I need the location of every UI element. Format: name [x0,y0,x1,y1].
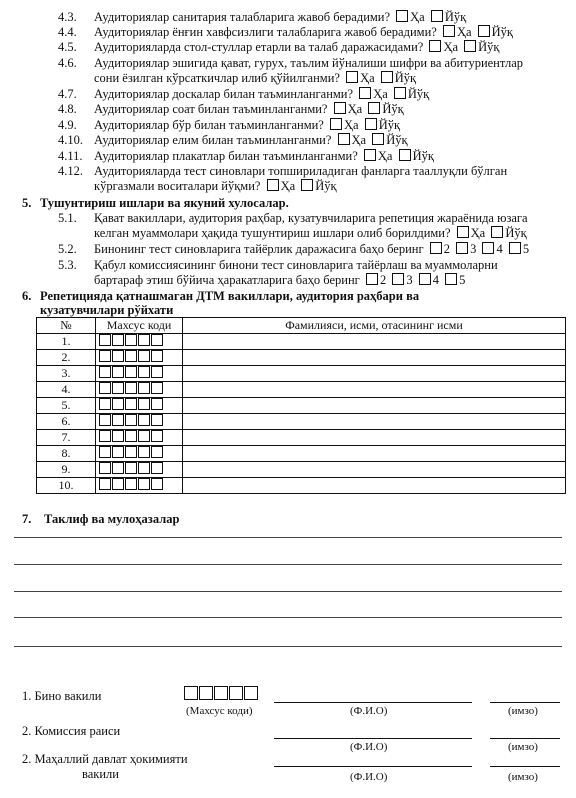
yes-checkbox[interactable] [330,118,342,130]
yes-checkbox[interactable] [359,87,371,99]
row-code-boxes[interactable] [96,350,183,366]
sign-local-gov-label-cont: вакили [82,767,119,781]
row-number: 10. [37,478,96,494]
fio-caption: (Ф.И.О) [350,705,388,717]
row-code-boxes[interactable] [96,366,183,382]
signature-line[interactable] [490,702,560,703]
grade-checkbox[interactable] [419,273,431,285]
grade-checkbox[interactable] [430,242,442,254]
table-row [37,366,566,382]
yes-checkbox[interactable] [338,133,350,145]
no-checkbox[interactable] [381,71,393,83]
item-5-1: 5.1. Қават вакиллари, аудитория раҳбар, кузатувчиларига репетиция жараёнида юзага [58,211,528,225]
no-checkbox[interactable] [491,226,503,238]
row-fullname[interactable] [183,430,566,446]
comment-line[interactable] [14,564,562,565]
row-fullname[interactable] [183,382,566,398]
signature-caption: (имзо) [508,771,538,783]
row-fullname[interactable] [183,462,566,478]
fio-caption: (Ф.И.О) [350,741,388,753]
item-5-1-cont: келган муаммолари ҳақида тушунтириш ишлари олиб борилдими? Ҳа Йўқ [94,226,527,240]
section-6-title: 6. Репетицияда қатнашмаган ДТМ вакиллари, аудитория раҳбари ва [22,289,420,303]
no-checkbox[interactable] [372,133,384,145]
row-fullname[interactable] [183,446,566,462]
row-number: 3. [37,366,96,382]
row-number: 4. [37,382,96,398]
row-fullname[interactable] [183,478,566,494]
sign-code-boxes[interactable] [184,686,259,703]
no-checkbox[interactable] [301,179,313,191]
item-4-8: 4.8. Аудиториялар соат билан таъминланганми? Ҳа Йўқ [58,102,404,116]
fio-line[interactable] [274,738,472,739]
row-number: 1. [37,334,96,350]
item-4-6: 4.6. Аудиториялар эшигида қават, гурух, таълим йўналиши шифри ва абитуриентлар [58,56,524,70]
grade-checkbox[interactable] [509,242,521,254]
table-row [37,382,566,398]
header-code: Махсус коди [96,318,183,334]
sign-local-gov-label: 2. Маҳаллий давлат ҳокимияти [22,752,188,766]
comment-line[interactable] [14,537,562,538]
comment-line[interactable] [14,617,562,618]
item-5-3: 5.3. Қабул комиссиясининг бинони тест синовларига тайёрлаш ва муаммоларни [58,258,498,272]
table-row [37,398,566,414]
item-4-12-cont: кўргазмали воситалари йўқми? Ҳа Йўқ [94,179,337,193]
section-5-title: 5. Тушунтириш ишлари ва якуний хулосалар. [22,196,289,210]
row-fullname[interactable] [183,334,566,350]
item-4-5: 4.5. Аудиторияларда стол-стуллар етарли ва талаб даражасидами? Ҳа Йўқ [58,40,500,54]
item-4-6-cont: сони ёзилган кўрсаткичлар илиб қўйилганми? Ҳа Йўқ [94,71,417,85]
row-fullname[interactable] [183,350,566,366]
no-checkbox[interactable] [394,87,406,99]
row-code-boxes[interactable] [96,398,183,414]
fio-line[interactable] [274,766,472,767]
row-fullname[interactable] [183,366,566,382]
signature-caption: (имзо) [508,705,538,717]
item-4-3: 4.3. Аудиториялар санитария талабларига жавоб берадими? Ҳа Йўқ [58,10,467,24]
table-row [37,334,566,350]
yes-checkbox[interactable] [457,226,469,238]
code-caption: (Махсус коди) [186,705,253,717]
row-code-boxes[interactable] [96,430,183,446]
table-row [37,414,566,430]
no-checkbox[interactable] [431,10,443,22]
table-row [37,478,566,494]
no-checkbox[interactable] [365,118,377,130]
table-row [37,446,566,462]
sign-commission-chair-label: 2. Комиссия раиси [22,724,121,738]
grade-checkbox[interactable] [456,242,468,254]
no-checkbox[interactable] [478,25,490,37]
yes-checkbox[interactable] [346,71,358,83]
fio-line[interactable] [274,702,472,703]
item-5-3-cont: бартараф этиш бўйича ҳаракатларига баҳо беринг 2 3 4 5 [94,273,466,287]
row-number: 5. [37,398,96,414]
row-code-boxes[interactable] [96,446,183,462]
section-7-title: 7. Таклиф ва мулоҳазалар [22,512,180,526]
section-6-title-cont: кузатувчилари рўйхати [40,303,174,317]
yes-checkbox[interactable] [334,102,346,114]
row-code-boxes[interactable] [96,334,183,350]
grade-checkbox[interactable] [445,273,457,285]
header-fullname: Фамилияси, исми, отасининг исми [183,318,566,334]
signature-caption: (имзо) [508,741,538,753]
item-4-10: 4.10. Аудиториялар елим билан таъминланганми? Ҳа Йўқ [58,133,408,147]
no-checkbox[interactable] [399,149,411,161]
header-number: № [37,318,96,334]
row-code-boxes[interactable] [96,414,183,430]
table-row [37,462,566,478]
row-number: 7. [37,430,96,446]
participants-table [36,317,566,494]
grade-checkbox[interactable] [482,242,494,254]
row-number: 6. [37,414,96,430]
comment-line[interactable] [14,646,562,647]
row-code-boxes[interactable] [96,478,183,494]
signature-line[interactable] [490,766,560,767]
table-header [37,318,566,334]
yes-checkbox[interactable] [429,40,441,52]
table-row [37,350,566,366]
row-fullname[interactable] [183,414,566,430]
comment-line[interactable] [14,591,562,592]
row-number: 8. [37,446,96,462]
grade-checkbox[interactable] [392,273,404,285]
item-4-4: 4.4. Аудиториялар ёнғин хавфсизлиги талабларига жавоб берадими? Ҳа Йўқ [58,25,513,39]
no-checkbox[interactable] [464,40,476,52]
sign-building-rep-label: 1. Бино вакили [22,689,102,703]
fio-caption: (Ф.И.О) [350,771,388,783]
item-5-2: 5.2. Бинонинг тест синовларига тайёрлик даражасига баҳо беринг 2 3 4 5 [58,242,530,256]
row-number: 9. [37,462,96,478]
row-number: 2. [37,350,96,366]
item-4-9: 4.9. Аудиториялар бўр билан таъминланганми? Ҳа Йўқ [58,118,401,132]
item-4-11: 4.11. Аудиториялар плакатлар билан таъминланганми? Ҳа Йўқ [58,149,434,163]
item-4-12: 4.12. Аудиторияларда тест синовлари топшириладиган фанларга тааллуқли бўлган [58,164,508,178]
grade-checkbox[interactable] [366,273,378,285]
table-row [37,430,566,446]
signature-line[interactable] [490,738,560,739]
yes-checkbox[interactable] [364,149,376,161]
item-4-7: 4.7. Аудиториялар доскалар билан таъминланганми? Ҳа Йўқ [58,87,430,101]
row-fullname[interactable] [183,398,566,414]
yes-checkbox[interactable] [267,179,279,191]
yes-checkbox[interactable] [396,10,408,22]
yes-checkbox[interactable] [443,25,455,37]
no-checkbox[interactable] [368,102,380,114]
row-code-boxes[interactable] [96,462,183,478]
row-code-boxes[interactable] [96,382,183,398]
